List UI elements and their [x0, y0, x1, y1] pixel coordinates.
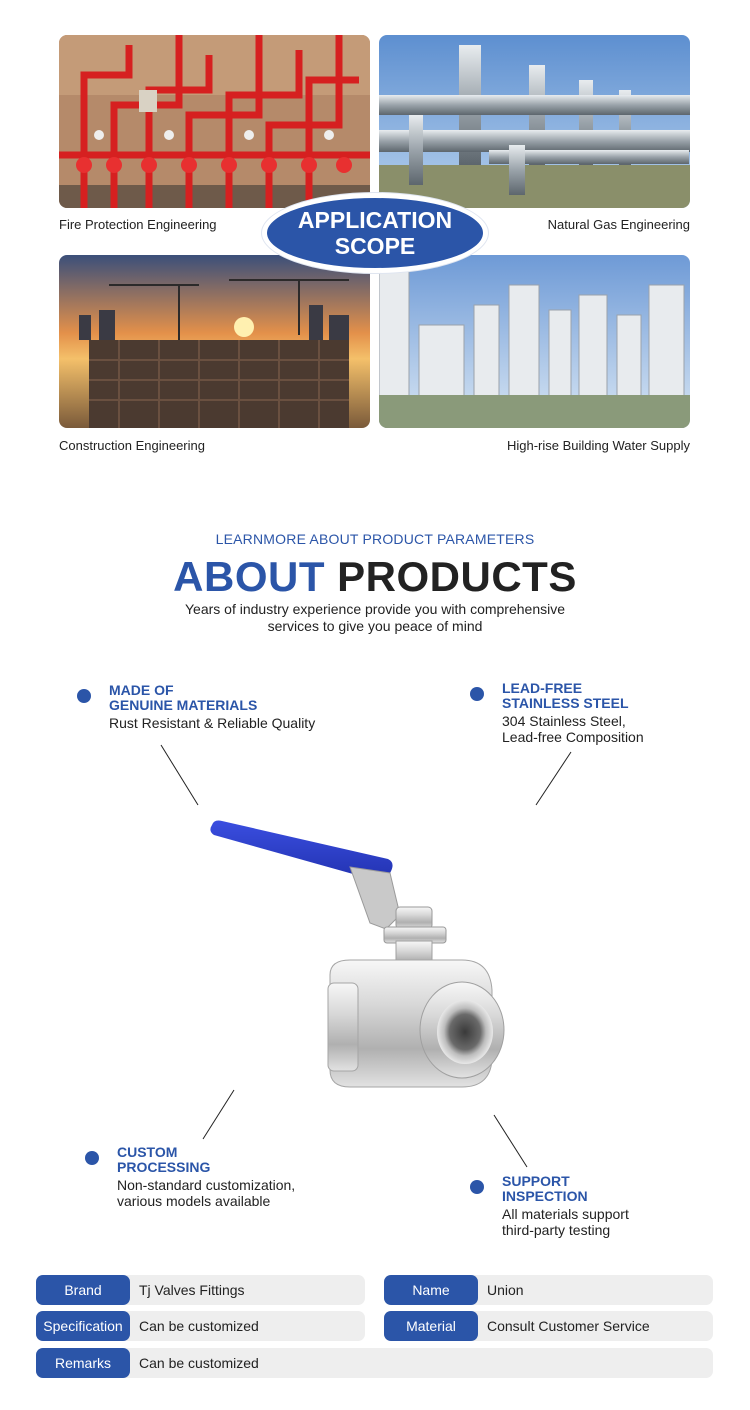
param-row-remarks: [36, 1348, 713, 1378]
leader-line-1: [161, 745, 198, 805]
param-value-material: Consult Customer Service: [487, 1318, 650, 1334]
leader-line-2: [536, 752, 571, 805]
feature-support-inspection: [502, 1174, 722, 1238]
feature-title-3a: CUSTOM: [117, 1144, 178, 1160]
ball-valve-image: [200, 815, 520, 1100]
param-label-name: Name: [384, 1275, 478, 1305]
param-value-brand: Tj Valves Fittings: [139, 1282, 245, 1298]
caption-fire-protection: Fire Protection Engineering: [59, 217, 217, 232]
bullet-dot: [470, 1180, 484, 1194]
caption-high-rise: High-rise Building Water Supply: [506, 438, 690, 453]
feature-desc-1a: Rust Resistant & Reliable Quality: [109, 715, 316, 731]
feature-desc-3a: Non-standard customization,: [117, 1177, 296, 1193]
feature-title-1b: GENUINE MATERIALS: [109, 697, 258, 713]
param-row-name: [384, 1275, 713, 1305]
bullet-dot: [85, 1151, 99, 1165]
param-value-specification: Can be customized: [139, 1318, 259, 1334]
section-kicker: LEARNMORE ABOUT PRODUCT PARAMETERS: [215, 531, 535, 547]
param-row-specification: [36, 1311, 365, 1341]
feature-title-4b: INSPECTION: [502, 1188, 588, 1204]
natural-gas-photo: [379, 35, 690, 208]
feature-desc-3b: various models available: [117, 1193, 271, 1209]
feature-title-3b: PROCESSING: [117, 1159, 211, 1175]
feature-title-2a: LEAD-FREE: [502, 680, 583, 696]
title-about: ABOUT: [173, 553, 325, 600]
leader-line-4: [494, 1115, 527, 1167]
param-row-material: [384, 1311, 713, 1341]
title-products: PRODUCTS: [337, 553, 577, 600]
subtitle-line-2: services to give you peace of mind: [267, 618, 483, 634]
caption-construction: Construction Engineering: [59, 438, 205, 453]
feature-custom-processing: [117, 1145, 357, 1209]
param-label-remarks: Remarks: [36, 1348, 130, 1378]
badge-line-1: APPLICATION: [297, 207, 453, 233]
feature-desc-4a: All materials support: [502, 1206, 629, 1222]
caption-natural-gas: Natural Gas Engineering: [547, 217, 690, 232]
bullet-dot: [77, 689, 91, 703]
feature-desc-2a: 304 Stainless Steel,: [502, 713, 626, 729]
param-label-material: Material: [384, 1311, 478, 1341]
section-title: [0, 553, 750, 601]
param-value-remarks: Can be customized: [139, 1355, 259, 1371]
high-rise-photo: [379, 255, 690, 428]
feature-lead-free: [502, 681, 722, 745]
feature-genuine-materials: [109, 683, 369, 731]
section-subtitle: [0, 601, 750, 635]
feature-desc-2b: Lead-free Composition: [502, 729, 644, 745]
feature-title-2b: STAINLESS STEEL: [502, 695, 629, 711]
feature-desc-4b: third-party testing: [502, 1222, 611, 1238]
badge-line-2: SCOPE: [334, 233, 416, 259]
subtitle-line-1: Years of industry experience provide you with comprehensive: [184, 601, 566, 617]
construction-photo: [59, 255, 370, 428]
application-scope-badge: [262, 193, 488, 273]
feature-title-4a: SUPPORT: [502, 1173, 570, 1189]
param-row-brand: [36, 1275, 365, 1305]
param-value-name: Union: [487, 1282, 524, 1298]
param-label-brand: Brand: [36, 1275, 130, 1305]
feature-title-1a: MADE OF: [109, 682, 174, 698]
fire-protection-photo: [59, 35, 370, 208]
param-label-specification: Specification: [36, 1311, 130, 1341]
bullet-dot: [470, 687, 484, 701]
